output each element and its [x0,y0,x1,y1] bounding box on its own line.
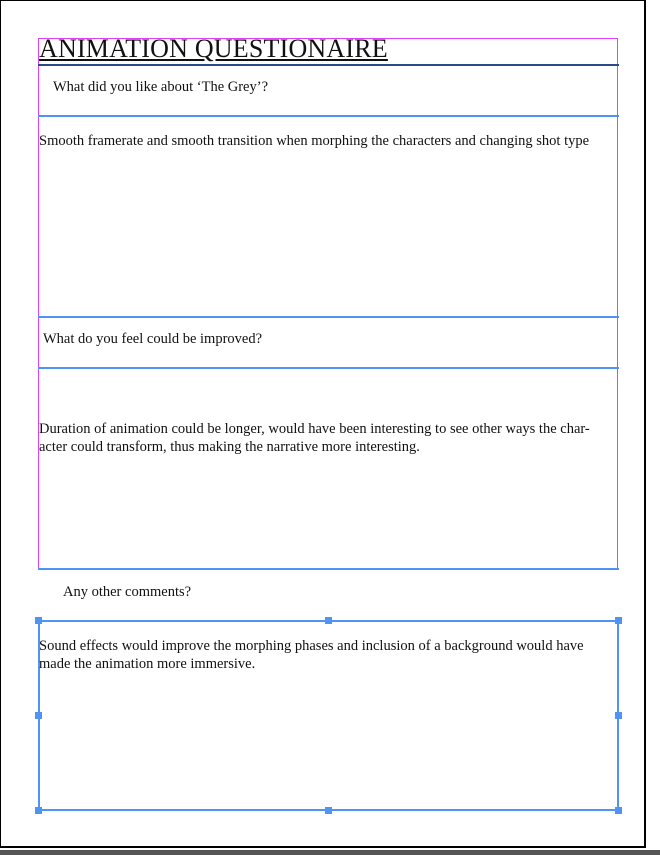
question-2[interactable]: What do you feel could be improved? [43,331,263,347]
answer-3[interactable]: Sound effects would improve the morphing phases and inclusion of a background would have made the animation more immersive. [39,638,584,672]
question-1[interactable]: What did you like about ‘The Grey’? [53,79,269,95]
pasteboard [0,850,660,855]
divider [38,568,619,570]
resize-handle-bottom[interactable] [325,807,332,814]
resize-handle-right[interactable] [615,712,622,719]
margin-guide [38,38,618,570]
answer-2[interactable]: Duration of animation could be longer, would have been interesting to see other ways the char-acter could transform, thus making the narrative more interesting. [39,421,590,455]
resize-handle-top-left[interactable] [35,617,42,624]
resize-handle-top[interactable] [325,617,332,624]
answer-1[interactable]: Smooth framerate and smooth transition when morphing the characters and changing shot type [39,133,590,149]
divider [38,316,619,318]
question-3[interactable]: Any other comments? [63,584,192,600]
divider [38,64,619,66]
page-title[interactable]: ANIMATION QUESTIONAIRE [39,34,388,63]
divider [38,115,619,117]
resize-handle-bottom-left[interactable] [35,807,42,814]
resize-handle-top-right[interactable] [615,617,622,624]
resize-handle-bottom-right[interactable] [615,807,622,814]
resize-handle-left[interactable] [35,712,42,719]
divider [38,367,619,369]
